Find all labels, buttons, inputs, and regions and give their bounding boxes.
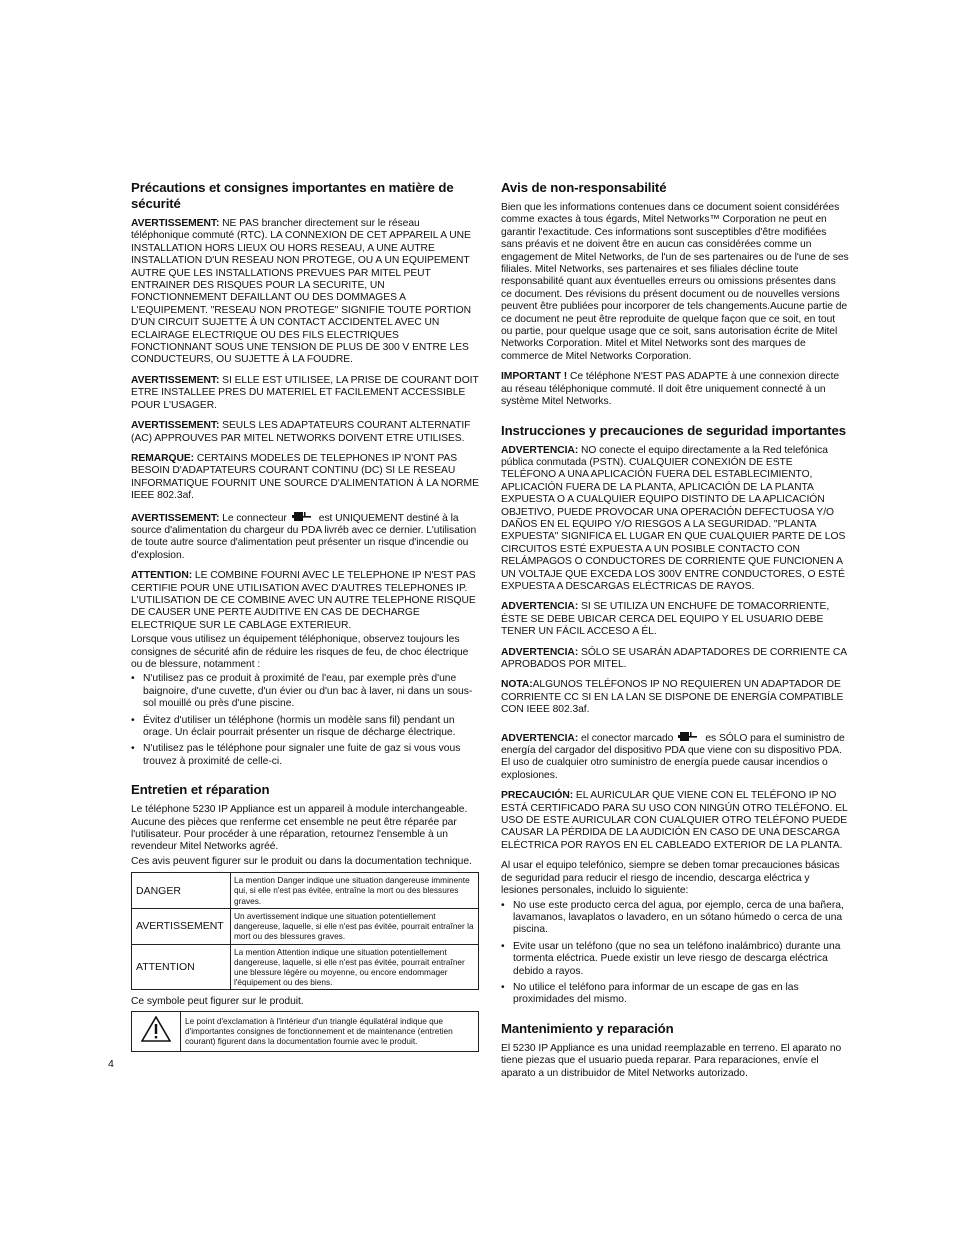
power-plug-icon bbox=[678, 731, 700, 742]
table-row bbox=[132, 908, 479, 944]
es-safety-list bbox=[501, 900, 849, 1007]
list-item: • N'utilisez pas ce produit à proximité de l'eau, par exemple près d'une baignoire, d'une cuvette, d'un évier ou d'un bac à laver, ni dans un sous-sol mouillé ou près d'une piscine. bbox=[131, 673, 479, 710]
definition-cell: La mention Danger indique une situation dangereuse imminente qui, si elle n'est pas évitée, entraîne la mort ou des blessures graves. bbox=[231, 873, 479, 909]
symbol-caption: Ce symbole peut figurer sur le produit. bbox=[131, 996, 304, 1008]
definition-cell: Un avertissement indique une situation potentiellement dangereuse, laquelle, si elle n'est pas évitée, pourrait entraîner la mort ou des blessures graves. bbox=[231, 908, 479, 944]
es-caution: PRECAUCIÓN: EL AURICULAR QUE VIENE CON EL TELÉFONO IP NO ESTÁ CERTIFICADO PARA SU USO CON NINGÚN OTRO TELÉFONO. EL USO DE ESTE AURICULAR CON CUALQUIER OTRO TELÉFONO PUEDE CAUSAR LA PÉRDIDA DE LA AUDICIÓN EN CASO DE UNA DESCARGA ELÉCTRICA POR RAYOS EN EL CABLEADO EXTERIOR DE LA PLANTA. bbox=[501, 790, 848, 851]
term-cell: ATTENTION bbox=[132, 944, 231, 990]
symbol-definition: Le point d'exclamation à l'intérieur d'un triangle équilatéral indique que d'importantes consignes de fonctionnement et de maintenance (entretien courant) figurent dans la documentation fournie avec le produit. bbox=[181, 1011, 479, 1051]
es-intro: Al usar el equipo telefónico, siempre se deben tomar precauciones básicas de seguridad para reducir el riesgo de incendio, descarga eléctrica y lesiones personales, incluido lo siguiente: bbox=[501, 860, 840, 897]
term-cell: AVERTISSEMENT bbox=[132, 908, 231, 944]
fr-disclaimer-text: Bien que les informations contenues dans ce document soient considérées comme exactes à tous égards, Mitel Networks™ Corporation ne peut en garantir l'exactitude. Ces informations sont susceptibles d'être modifiées sans préavis et ne doivent être en aucun cas considérées comme un engagement de Mitel Networks, de l'un de ses partenaires ou de l'une de ses filiales. Mitel Networks, ses partenaires et ses filiales décline toute responsabilité quant aux éventuelles erreurs ou omissions présentes dans ce document. Des révisions du présent document ou de nouvelles versions peuvent être publiées pour incorporer de tels changements.Aucune partie de ce document ne peut être reproduite de quelque façon que ce soit, en tout ou partie, pour quelque usage que ce soit, sans autorisation écrite de Mitel Networks Corporation. Mitel et Mitel Networks sont des marques de commerce de Mitel Networks Corporation. bbox=[501, 202, 849, 362]
es-warning-4: ADVERTENCIA: el conector marcado es SÓLO para el suministro de energía del cargador del dispositivo PDA que viene con su dispositivo PDA. El uso de cualquier otro suministro de energía puede causar incendios o explosiones. bbox=[501, 732, 845, 781]
fr-note: REMARQUE: CERTAINS MODELES DE TELEPHONES IP N'ONT PAS BESOIN D'ADAPTATEURS COURANT CONTINU (DC) SI LE RESEAU INFORMATIQUE FOURNIT UNE SOURCE D'ALIMENTATION À LA NORME IEEE 802.3af. bbox=[131, 452, 479, 502]
fr-maint-text-2: Ces avis peuvent figurer sur le produit ou dans la documentation technique. bbox=[131, 855, 472, 867]
es-warning-3: ADVERTENCIA: SÓLO SE USARÁN ADAPTADORES DE CORRIENTE CA APROBADOS POR MITEL. bbox=[501, 646, 847, 670]
fr-warning-4: AVERTISSEMENT: Le connecteur est UNIQUEMENT destiné à la source d'alimentation du chargeur du PDA livréb avec ce dernier. L'utilisation de toute autre source d'alimentation peut présenter un risque d'incendie ou d'explosion. bbox=[131, 512, 477, 561]
list-item: • N'utilisez pas le téléphone pour signaler une fuite de gaz si vous vous trouvez à proximité de celle-ci. bbox=[131, 743, 479, 768]
symbol-table bbox=[131, 1011, 479, 1052]
left-column bbox=[131, 180, 479, 1052]
fr-disclaimer-heading: Avis de non-responsabilité bbox=[501, 180, 667, 195]
table-row bbox=[132, 1011, 479, 1051]
page-number: 4 bbox=[108, 1058, 114, 1070]
list-item: • No utilice el teléfono para informar de un escape de gas en las proximidades del mismo. bbox=[501, 982, 849, 1007]
fr-important: IMPORTANT ! Ce téléphone N'EST PAS ADAPTE à une connexion directe au réseau téléphonique commuté. Il doit être uniquement connecté à un système Mitel Networks. bbox=[501, 371, 840, 408]
es-warning-1: ADVERTENCIA: NO conecte el equipo directamente a la Red telefónica pública conmutada (PSTN). CUALQUIER CONEXIÓN DE ESTE TELÉFONO A UNA APLICACIÓN FUERA DEL ESTABLECIMIENTO, APLICACIÓN FUERA DE LA PLANTA, APLICACIÓN DE LA PLANTA EXPUESTA O A CUALQUIER EQUIPO DISTINTO DE LA APLICACIÓN OBJETIVO, PUEDE PROVOCAR UNA OPERACIÓN DEFECTUOSA Y/O DAÑOS EN EL EQUIPO Y/O RIESGOS A LA SEGURIDAD. "PLANTA EXPUESTA" SIGNIFICA EL LUGAR EN QUE CUALQUIER PARTE DE LOS CIRCUITOS ESTÉ EXPUESTA A UN POSIBLE CONTACTO CON RELÁMPAGOS O CONDUCTORES DE CORRIENTE QUE FUNCIONEN A UN VOLTAJE QUE EXCEDA LOS 300V ENTRE CONDUCTORES, O ESTÉ EXPUESTA A DESCARGAS ELÉCTRICAS DE RAYOS. bbox=[501, 444, 846, 592]
table-row bbox=[132, 873, 479, 909]
es-warning-2: ADVERTENCIA: SI SE UTILIZA UN ENCHUFE DE TOMACORRIENTE, ÉSTE SE DEBE UBICAR CERCA DEL EQUIPO Y EL USUARIO DEBE TENER UN FÁCIL ACCESO A ÉL. bbox=[501, 601, 830, 638]
es-safety-heading: Instrucciones y precauciones de seguridad importantes bbox=[501, 422, 847, 438]
list-item: • Evite usar un teléfono (que no sea un teléfono inalámbrico) durante una tormenta eléctrica. Puede existir un leve riesgo de descarga eléctrica debido a rayos. bbox=[501, 941, 849, 978]
fr-safety-list bbox=[131, 673, 479, 768]
definition-cell: La mention Attention indique une situation potentiellement dangereuse, laquelle, si elle n'est pas évitée, pourrait entraîner une blessure légère ou moyenne, ou encore endommager l'équipement ou des biens. bbox=[231, 944, 479, 990]
table-row bbox=[132, 944, 479, 990]
signal-words-table bbox=[131, 872, 479, 990]
list-item: • Évitez d'utiliser un téléphone (hormis un modèle sans fil) pendant un orage. Un éclair pourrait présenter un risque de décharge électrique. bbox=[131, 715, 479, 740]
term-cell: DANGER bbox=[132, 873, 231, 909]
fr-intro: Lorsque vous utilisez un équipement téléphonique, observez toujours les consignes de sécurité afin de réduire les risques de feu, de choc électrique ou de blessure, notamment : bbox=[131, 634, 469, 670]
fr-warning-1: AVERTISSEMENT: NE PAS brancher directement sur le réseau téléphonique commuté (RTC). LA CONNEXION DE CET APPAREIL A UNE INSTALLATION HORS LIEUX OU HORS RESEAU, A UNE AUTRE INSTALLATION D'UN RESEAU NON PROTEGE, OU A UN EQUIPEMENT AUTRE QUE LES INSTALLATIONS PREVUES PAR MITEL PEUT ENTRAINER DES RISQUES POUR LA SECURITE, UN FONCTIONNEMENT DEFAILLANT OU DES DOMMAGES A L'EQUIPEMENT. "RESEAU NON PROTEGE" SIGNIFIE TOUTE PORTION D'UN CIRCUIT SUJETTE À UN CONTACT ACCIDENTEL AVEC UN ECLAIRAGE ELECTRIQUE OU DES FILS ELECTRIQUES FONCTIONNANT SOUS UNE TENSION DE PLUS DE 300 V ENTRE LES CONDUCTEURS, OU SUJETTE À LA FOUDRE. bbox=[131, 218, 471, 366]
warning-triangle-icon bbox=[141, 1016, 171, 1042]
es-note: NOTA:ALGUNOS TELÉFONOS IP NO REQUIEREN UN ADAPTADOR DE CORRIENTE CC SI EN LA LAN SE DISPONE DE ENERGÍA COMPATIBLE CON IEEE 802.3af. bbox=[501, 679, 844, 716]
fr-safety-heading: Précautions et consignes importantes en matière de sécurité bbox=[131, 180, 454, 211]
fr-maint-text: Le téléphone 5230 IP Appliance est un appareil à module interchangeable. Aucune des pièces que renferme cet ensemble ne peut être réparée par l'utilisateur. Pour procéder à une réparation, retournez l'ensemble à un revendeur Mitel Networks agréé. bbox=[131, 804, 468, 853]
fr-attention: ATTENTION: LE COMBINE FOURNI AVEC LE TELEPHONE IP N'EST PAS CERTIFIE POUR UNE UTILISATION AVEC D'AUTRES TELEPHONES IP. L'UTILISATION DE CE COMBINE AVEC UN AUTRE TELEPHONE RISQUE DE CAUSER UNE PERTE AUDITIVE EN CAS DE DECHARGE ELECTRIQUE SUR LE CABLAGE EXTERIEUR. bbox=[131, 570, 476, 631]
fr-warning-2: AVERTISSEMENT: SI ELLE EST UTILISEE, LA PRISE DE COURANT DOIT ETRE INSTALLEE PRES DU MATERIEL ET FACILEMENT ACCESSIBLE POUR L'USAGER. bbox=[131, 374, 479, 411]
right-column bbox=[501, 180, 849, 1088]
fr-maint-heading: Entretien et réparation bbox=[131, 782, 270, 798]
es-maint-text: El 5230 IP Appliance es una unidad reemplazable en terreno. El aparato no tiene piezas que el usuario pueda reparar. Para reparaciones, envíe el aparato a un distribuidor de Mitel Networks autorizado. bbox=[501, 1042, 842, 1079]
power-plug-icon bbox=[292, 511, 314, 522]
es-maint-heading: Mantenimiento y reparación bbox=[501, 1020, 674, 1036]
symbol-cell bbox=[132, 1011, 181, 1051]
fr-warning-3: AVERTISSEMENT: SEULS LES ADAPTATEURS COURANT ALTERNATIF (AC) APPROUVES PAR MITEL NETWORKS DOIVENT ETRE UTILISES. bbox=[131, 420, 471, 444]
list-item: • No use este producto cerca del agua, por ejemplo, cerca de una bañera, lavamanos, lavaplatos o lavadero, en un sótano húmedo o cerca de una piscina. bbox=[501, 900, 849, 937]
